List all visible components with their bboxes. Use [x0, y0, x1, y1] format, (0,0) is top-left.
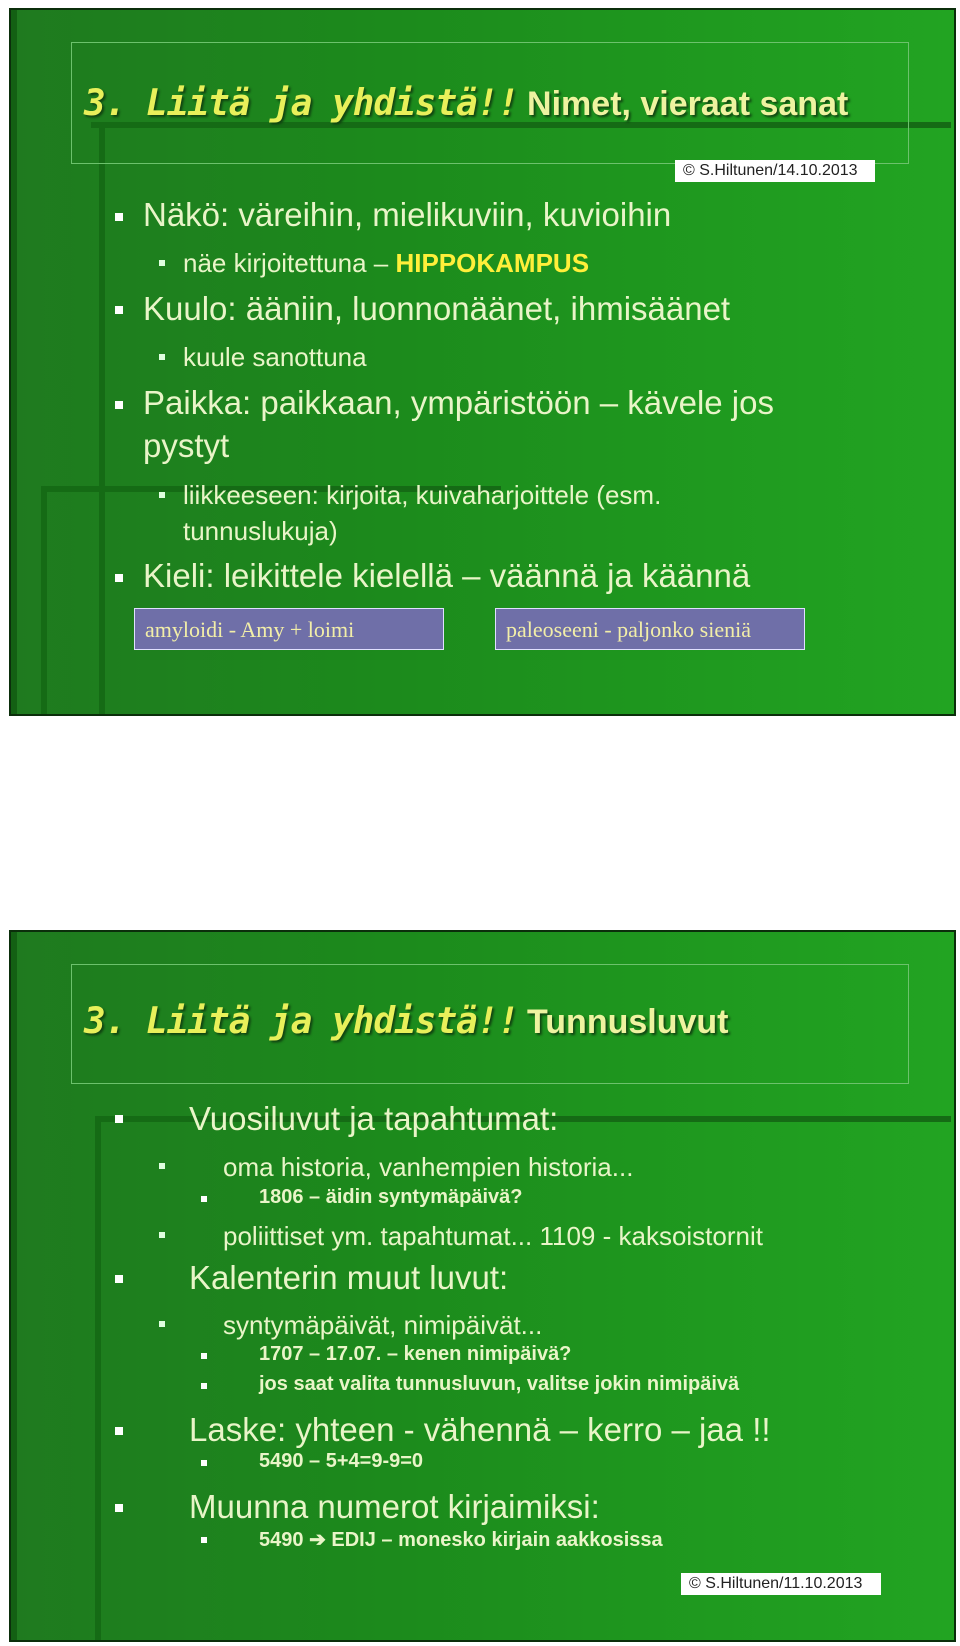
slide-2-title-box [71, 964, 909, 1084]
bullet-icon [159, 492, 165, 498]
bullet-icon [159, 260, 165, 266]
slide-2-item-5490-num: 5490 [259, 1529, 310, 1551]
slide-1-title-subtitle: Nimet, vieraat sanat [527, 85, 849, 123]
slide-1-item-hippokampus: HIPPOKAMPUS [395, 248, 590, 278]
slide-1-item-liikkeeseen: liikkeeseen: kirjoita, kuivaharjoittele (esm. [183, 480, 662, 510]
bullet-icon [201, 1353, 207, 1359]
slide-2-left-band [11, 932, 17, 1640]
slide-1-deco-line-vertical [99, 122, 105, 716]
bullet-icon [201, 1383, 207, 1389]
slide-2-deco-line-vertical [95, 1116, 101, 1642]
slide-2-item-vuosiluvut: Vuosiluvut ja tapahtumat: [189, 1100, 559, 1137]
slide-2-item-poliittiset: poliittiset ym. tapahtumat... 1109 - kaksoistornit [223, 1221, 763, 1251]
slide-1-item-paikka-cont: pystyt [143, 427, 230, 464]
slide-1-left-band [11, 10, 17, 714]
slide-2-copyright: © S.Hiltunen/11.10.2013 [681, 1573, 881, 1595]
slide-2-title-subtitle: Tunnusluvut [527, 1003, 729, 1041]
slide-2-title-number: 3. Liitä ja yhdistä!! [84, 1001, 519, 1042]
arrow-right-icon: ➔ [309, 1529, 326, 1551]
slide-2-item-muunna: Muunna numerot kirjaimiksi: [189, 1488, 600, 1525]
bullet-icon [115, 306, 123, 314]
bullet-icon [115, 1275, 123, 1283]
slide-2-item-5490-letters [259, 1527, 663, 1552]
slide-2-title [84, 1001, 729, 1042]
slide-2-item-tunnusluku: jos saat valita tunnusluvun, valitse jokin nimipäivä [259, 1373, 740, 1395]
slide-1-title [84, 83, 848, 124]
bullet-icon [115, 401, 123, 409]
bullet-icon [115, 574, 123, 582]
slide-2-item-5490-calc: 5490 – 5+4=9-9=0 [259, 1450, 424, 1472]
slide-1-copyright: © S.Hiltunen/14.10.2013 [675, 160, 875, 182]
slide-1-example-paleoseeni: paleoseeni - paljonko sieniä [495, 608, 805, 650]
slide-2 [9, 930, 956, 1642]
slide-1-item-kieli: Kieli: leikittele kielellä – väännä ja käännä [143, 557, 751, 594]
slide-1-item-liikkeeseen-cont: tunnuslukuja) [183, 516, 338, 546]
bullet-icon [201, 1196, 207, 1202]
slide-1-item-nako: Näkö: väreihin, mielikuviin, kuvioihin [143, 196, 672, 233]
bullet-icon [115, 1115, 123, 1123]
slide-2-item-oma-historia: oma historia, vanhempien historia... [223, 1152, 634, 1182]
bullet-icon [115, 1504, 123, 1512]
slide-1-item-nae-text: näe kirjoitettuna – [183, 248, 396, 278]
slide-2-item-laske: Laske: yhteen - vähennä – kerro – jaa !! [189, 1411, 771, 1448]
slide-1-title-box [71, 42, 909, 164]
slide-2-item-1707: 1707 – 17.07. – kenen nimipäivä? [259, 1343, 572, 1365]
bullet-icon [115, 1427, 123, 1435]
bullet-icon [201, 1537, 207, 1543]
slide-1-item-kuule: kuule sanottuna [183, 342, 367, 372]
slide-2-item-syntymapaivat: syntymäpäivät, nimipäivät... [223, 1310, 543, 1340]
bullet-icon [159, 1321, 165, 1327]
slide-1-item-paikka: Paikka: paikkaan, ympäristöön – kävele jos [143, 384, 774, 421]
slide-1-title-number: 3. Liitä ja yhdistä!! [84, 83, 519, 124]
slide-1-deco-line-vertical-2 [41, 486, 47, 716]
slide-1-example-amyloidi: amyloidi - Amy + loimi [134, 608, 444, 650]
bullet-icon [201, 1460, 207, 1466]
bullet-icon [159, 1163, 165, 1169]
slide-2-item-1806: 1806 – äidin syntymäpäivä? [259, 1186, 523, 1208]
bullet-icon [115, 213, 123, 221]
slide-2-item-edij: EDIJ – monesko kirjain aakkosissa [325, 1529, 663, 1551]
bullet-icon [159, 1232, 165, 1238]
slide-2-item-kalenterin: Kalenterin muut luvut: [189, 1259, 509, 1296]
slide-1-item-kuulo: Kuulo: ääniin, luonnonäänet, ihmisäänet [143, 290, 731, 327]
bullet-icon [159, 354, 165, 360]
slide-1 [9, 8, 956, 716]
slide-1-item-nae [183, 248, 589, 279]
